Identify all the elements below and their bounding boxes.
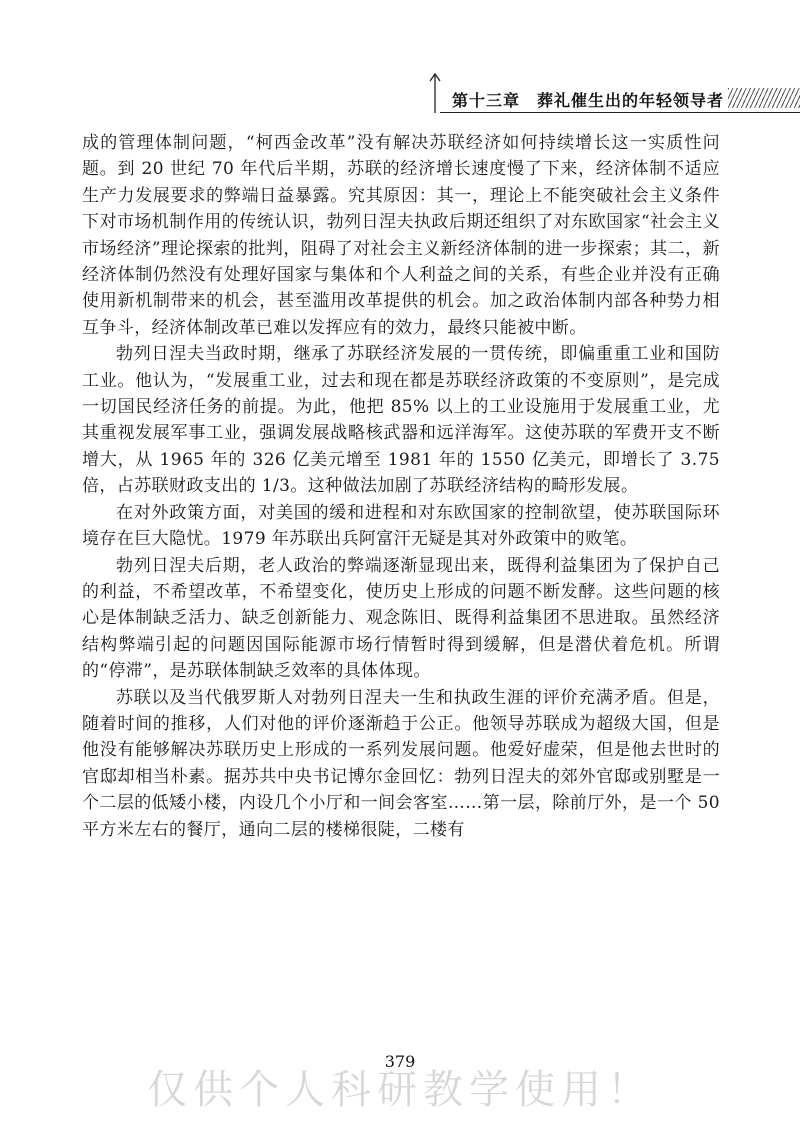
chapter-title: 第十三章 葬礼催生出的年轻领导者 — [452, 91, 725, 110]
paragraph: 勃列日涅夫后期，老人政治的弊端逐渐显现出来，既得利益集团为了保护自己的利益，不希望改革，不希望变化，使历史上形成的问题不断发酵。这些问题的核心是体制缺乏活力、缺乏创新能力、观念陈旧、既得利益集团不思进取。虽然经济结构弊端引起的问题因国际能源市场行情暂时得到缓解，但是潜伏着危机。所谓的“停滞”，是苏联体制缺乏效率的具体体现。 — [82, 555, 720, 682]
header-hatch-decoration — [728, 88, 800, 108]
header-rule — [440, 112, 800, 113]
body-text — [82, 130, 720, 843]
paragraph: 苏联以及当代俄罗斯人对勃列日涅夫一生和执政生涯的评价充满矛盾。但是，随着时间的推移，人们对他的评价逐渐趋于公正。他领导苏联成为超级大国，但是他没有能够解决苏联历史上形成的一系列发展问题。他爱好虚荣，但是他去世时的官邸却相当朴素。据苏共中央书记博尔金回忆：勃列日涅夫的郊外官邸或别墅是一个二层的低矮小楼，内设几个小厅和一间会客室……第一层，除前厅外，是一个 50 平方米左右的餐厅，通向二层的楼梯很陡，二楼有 — [82, 687, 720, 840]
paragraph: 勃列日涅夫当政时期，继承了苏联经济发展的一贯传统，即偏重重工业和国防工业。他认为，“发展重工业，过去和现在都是苏联经济政策的不变原则”，是完成一切国民经济任务的前提。为此，他把 85% 以上的工业设施用于发展重工业，尤其重视发展军事工业，强调发展战略核武器和远洋海军。这使苏联的军费开支不断增大，从 1965 年的 326 亿美元增至 1981 年的 1550 亿美元，即增长了 3.75 倍，占苏联财政支出的 1/3。这种做法加剧了苏联经济结构的畸形发展。 — [82, 344, 720, 497]
paragraph: 在对外政策方面，对美国的缓和进程和对东欧国家的控制欲望，使苏联国际环境存在巨大隐忧。1979 年苏联出兵阿富汗无疑是其对外政策中的败笔。 — [82, 502, 720, 550]
running-header — [428, 68, 800, 116]
paragraph: 成的管理体制问题，“柯西金改革”没有解决苏联经济如何持续增长这一实质性问题。到 20 世纪 70 年代后半期，苏联的经济增长速度慢了下来，经济体制不适应生产力发展要求的弊端日益暴露。究其原因：其一，理论上不能突破社会主义条件下对市场机制作用的传统认识，勃列日涅夫执政后期还组织了对东欧国家“社会主义市场经济”理论探索的批判，阻碍了对社会主义新经济体制的进一步探索；其二，新经济体制仍然没有处理好国家与集体和个人利益之间的关系，有些企业并没有正确使用新机制带来的机会，甚至滥用改革提供的机会。加之政治体制内部各种势力相互争斗，经济体制改革已难以发挥应有的效力，最终只能被中断。 — [82, 133, 720, 338]
page-number: 379 — [384, 1052, 416, 1071]
watermark: 仅供个人科研教学使用！ — [147, 1067, 653, 1113]
up-arrow-icon — [428, 72, 442, 114]
